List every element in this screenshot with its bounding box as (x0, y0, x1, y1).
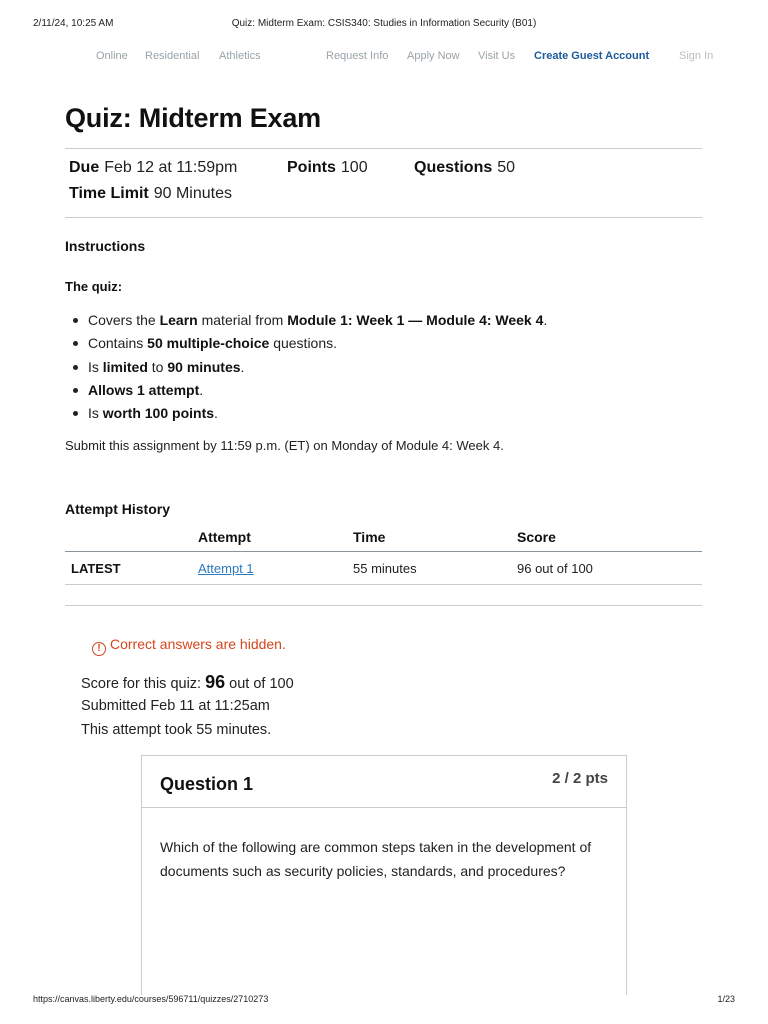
nav-link-apply-now[interactable]: Apply Now (407, 50, 460, 62)
answers-hidden-alert (92, 636, 286, 656)
list-item: Allows 1 attempt. (72, 380, 547, 403)
attempt-duration: This attempt took 55 minutes. (81, 722, 272, 738)
history-divider (65, 605, 702, 606)
sign-in-link[interactable]: Sign In (679, 50, 714, 62)
time-limit-value: 90 Minutes (153, 185, 232, 202)
column-header-time: Time (353, 529, 386, 545)
attempt-time: 55 minutes (353, 561, 417, 576)
column-header-score: Score (517, 529, 556, 545)
create-guest-account-link[interactable]: Create Guest Account (534, 50, 650, 62)
title-divider (65, 148, 702, 149)
column-header-attempt: Attempt (198, 529, 251, 545)
questions-info (414, 159, 515, 177)
instructions-heading: Instructions (65, 238, 146, 254)
print-datetime: 2/11/24, 10:25 AM (33, 18, 114, 29)
nav-link-athletics[interactable]: Athletics (219, 50, 261, 62)
print-header (33, 18, 735, 32)
nav-link-visit-us[interactable]: Visit Us (478, 50, 516, 62)
question-text: Which of the following are common steps taken in the development of documents such as security policies, standards, and procedures? (160, 839, 592, 879)
questions-label: Questions (414, 159, 493, 176)
table-row-divider (65, 584, 702, 585)
quiz-score-value: 96 (205, 672, 226, 692)
print-page-number: 1/23 (717, 994, 735, 1004)
nav-link-residential[interactable]: Residential (145, 50, 200, 62)
submit-deadline-note: Submit this assignment by 11:59 p.m. (ET) on Monday of Module 4: Week 4. (65, 438, 504, 453)
time-limit-label: Time Limit (69, 185, 149, 202)
instructions-list (72, 310, 547, 426)
submitted-time: Submitted Feb 11 at 11:25am (81, 698, 270, 714)
list-item: Contains 50 multiple-choice questions. (72, 333, 547, 356)
question-card (141, 755, 627, 995)
page-title: Quiz: Midterm Exam (65, 103, 321, 133)
question-title: Question 1 (160, 774, 254, 794)
question-points: 2 / 2 pts (552, 770, 608, 787)
points-label: Points (287, 159, 336, 176)
top-navigation (0, 50, 768, 66)
alert-text: Correct answers are hidden. (110, 636, 286, 652)
nav-link-request-info[interactable]: Request Info (326, 50, 389, 62)
meta-divider (65, 217, 702, 218)
attempt-score: 96 out of 100 (517, 561, 593, 576)
list-item: Is limited to 90 minutes. (72, 357, 547, 380)
table-header-divider (65, 551, 702, 552)
print-page-title: Quiz: Midterm Exam: CSIS340: Studies in Information Security (B01) (231, 18, 537, 29)
time-limit-info (69, 185, 232, 203)
print-footer (33, 994, 735, 1008)
quiz-description-label: The quiz: (65, 279, 123, 294)
quiz-score-line: Score for this quiz: 96 out of 100 (81, 672, 294, 692)
list-item: Is worth 100 points. (72, 403, 547, 426)
question-header (142, 756, 626, 808)
nav-link-online[interactable]: Online (96, 50, 128, 62)
due-value: Feb 12 at 11:59pm (104, 159, 238, 176)
due-info (69, 159, 237, 177)
latest-label: LATEST (71, 561, 121, 576)
due-label: Due (69, 159, 100, 176)
attempt-history-heading: Attempt History (65, 501, 171, 517)
questions-value: 50 (497, 159, 516, 176)
list-item: Covers the Learn material from Module 1: Week 1 — Module 4: Week 4. (72, 310, 547, 333)
points-info (287, 159, 368, 177)
exclamation-circle-icon: ! (92, 642, 106, 656)
attempt-1-link[interactable]: Attempt 1 (198, 561, 254, 576)
points-value: 100 (340, 159, 368, 176)
print-url: https://canvas.liberty.edu/courses/596711/quizzes/2710273 (33, 994, 269, 1004)
